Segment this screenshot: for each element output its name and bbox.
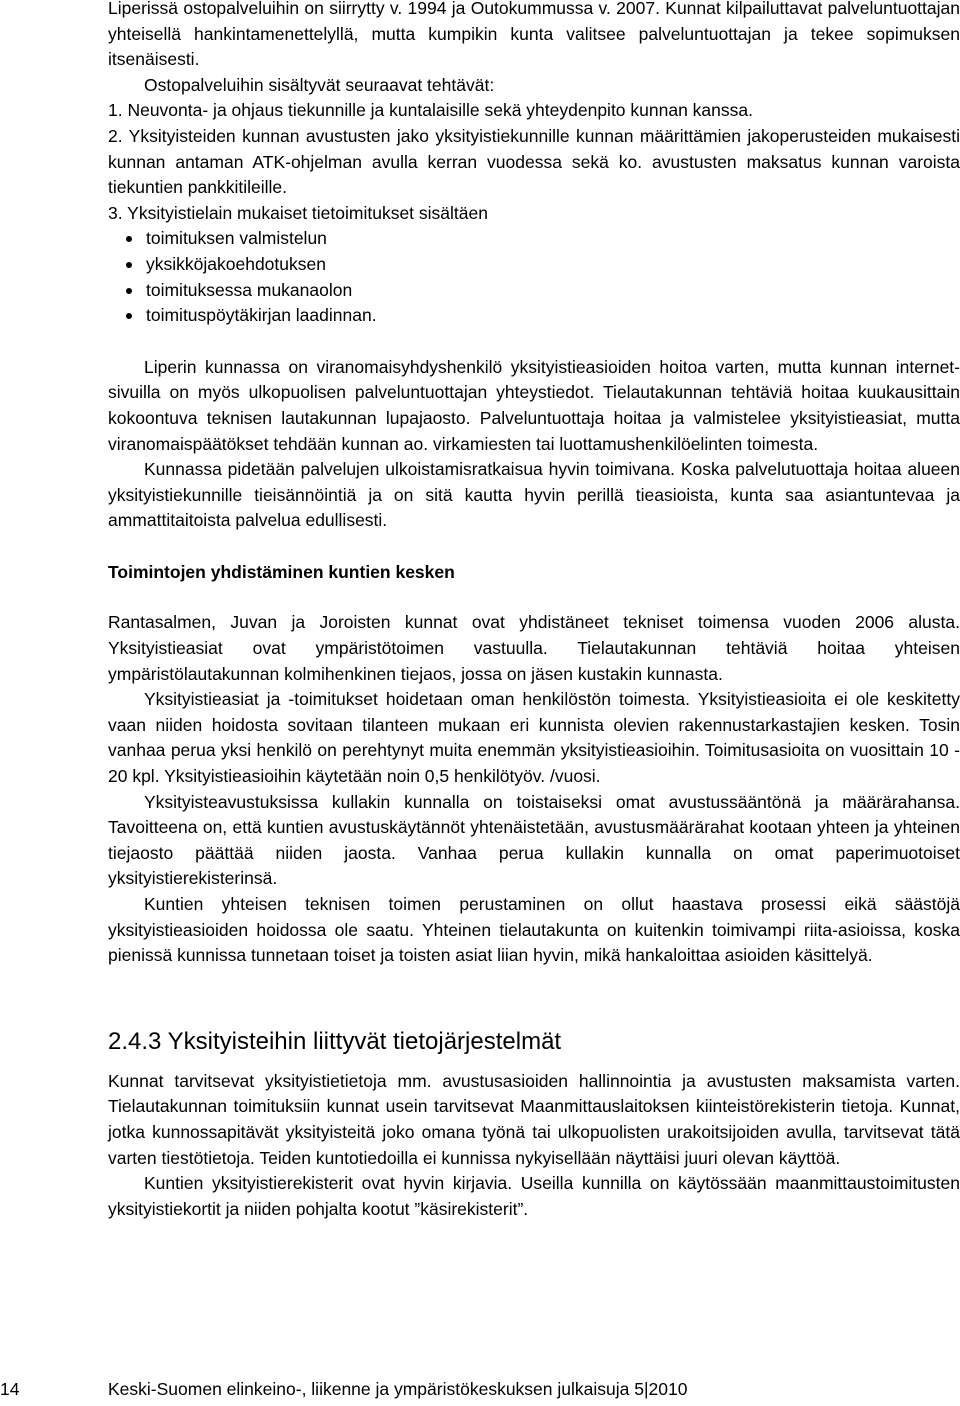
paragraph-info-needs: Kunnat tarvitsevat yksityistietietoja mm. avustusasioiden hallinnointia ja avustusten maksamista varten. Tielautakunnan toimituksiin kunnat usein tarvitsevat Maanmittauslaitoksen kiinteistörekisterin tietoja. Kunnat, jotka kunnossapitävät yksityisteitä joko omana työnä tai ulkopuolisten urakoitsijoiden avulla, tarvitsevat tätä varten tiestötietoja. Teiden kuntotiedoilla ei kunnissa nykyisellään näyttäisi juuri olevan käyttöä. bbox=[108, 1070, 960, 1168]
paragraph-liperi-contact: Liperin kunnassa on viranomaisyhdyshenkilö yksityistieasioiden hoitoa varten, mutta kunnan internet-sivuilla on myös ulkopuolisen palveluntuottajan yhteystiedot. Tielautakunnan tehtäviä hoitaa kuukausittain kokoontuva teknisen lautakunnan lupajaosto. Palveluntuottaja hoitaa ja valmistelee yksityistieasiat, mutta viranomaispäätökset tehdään kunnan ao. virkamiesten tai luottamushenkilöelinten toimesta. bbox=[108, 356, 960, 454]
bullet-icon bbox=[126, 262, 132, 268]
bullet-icon bbox=[126, 236, 132, 242]
paragraph-registers: Kuntien yksityistierekisterit ovat hyvin kirjavia. Useilla kunnilla on käytössään maanmittaustoimitusten yksityistiekortit ja niiden pohjalta kootut ”käsirekisterit”. bbox=[108, 1173, 960, 1219]
paragraph-subsidies: Yksityisteavustuksissa kullakin kunnalla on toistaiseksi omat avustussääntönä ja määrärahansa. Tavoitteena on, että kuntien avustuskäytännöt yhtenäistetään, avustusmäärärahat kootaan yhteen ja yhteinen tiejaosto päättää niiden jaosta. Vanhaa perua kullakin kunnalla on omat paperimuotoiset yksityistierekisterinsä. bbox=[108, 791, 960, 889]
list-item-2: 2. Yksityisteiden kunnan avustusten jako yksityistiekunnille kunnan määrittämien jakoperusteiden mukaisesti kunnan antaman ATK-ohjelman avulla kerran vuodessa sekä ko. avustusten maksatus kunnan varoista tiekuntien pankkitileille. bbox=[108, 125, 960, 198]
bullet-icon bbox=[126, 313, 132, 319]
publication-title: Keski-Suomen elinkeino-, liikenne ja ympäristökeskuksen julkaisuja 5|2010 bbox=[108, 1379, 688, 1399]
list-intro: Ostopalveluihin sisältyvät seuraavat tehtävät: bbox=[144, 74, 495, 95]
bullet-item: toimituksessa mukanaolon bbox=[108, 278, 960, 304]
section-heading-2-4-3: 2.4.3 Yksityisteihin liittyvät tietojärjestelmät bbox=[108, 1027, 562, 1055]
page-number: 14 bbox=[0, 1379, 20, 1399]
bullet-icon bbox=[126, 288, 132, 294]
paragraph-rantasalmi: Rantasalmen, Juvan ja Joroisten kunnat ovat yhdistäneet tekniset toimensa vuoden 2006 alusta. Yksityistieasiat ovat ympäristötoimen vastuulla. Tielautakunnan tehtäviä hoitaa yhteisen ympäristölautakunnan kolmihenkinen tiejaos, jossa on jäsen kustakin kunnasta. bbox=[108, 612, 960, 684]
paragraph-liperi-intro: Liperissä ostopalveluihin on siirrytty v. 1994 ja Outokummussa v. 2007. Kunnat kilpailuttavat palveluntuottajan yhteisellä hankintamenettelyllä, mutta kumpikin kunta valitsee palveluntuottajan ja tekee sopimuksen itsenäisesti. bbox=[108, 0, 960, 70]
bullet-item: toimituspöytäkirjan laadinnan. bbox=[108, 303, 960, 329]
list-item-3: 3. Yksityistielain mukaiset tietoimitukset sisältäen bbox=[108, 202, 488, 223]
page-footer bbox=[0, 1376, 960, 1404]
paragraph-outsourcing: Kunnassa pidetään palvelujen ulkoistamisratkaisua hyvin toimivana. Koska palvelutuottaja hoitaa alueen yksityistiekunnille tieisännöintiä ja on sitä kautta hyvin perillä tieasioista, kunta saa asiantuntevaa ja ammattitaitoista palvelua edullisesti. bbox=[108, 459, 960, 531]
page-body bbox=[108, 0, 960, 1222]
bullet-list bbox=[108, 226, 960, 328]
subheading-combining-functions: Toimintojen yhdistäminen kuntien kesken bbox=[108, 561, 455, 582]
paragraph-joint-technical: Kuntien yhteisen teknisen toimen perustaminen on ollut haastava prosessi eikä säästöjä yksityistieasioiden hoidossa ole saatu. Yhteinen tielautakunta on kuitenkin toimivampi riita-asioissa, koska pienissä kunnissa tunnetaan toiset ja toisten asiat liian hyvin, mikä hankaloittaa asioiden käsittelyä. bbox=[108, 894, 960, 966]
paragraph-own-staff: Yksityistieasiat ja -toimitukset hoidetaan oman henkilöstön toimesta. Yksityistieasioita ei ole keskitetty vaan niiden hoidosta sovitaan tilanteen mukaan eri kunnista olevien rakennustarkastajien kesken. Tosin vanhaa perua yksi henkilö on perehtynyt muita enemmän yksityistieasioihin. Toimitusasioita on vuosittain 10 - 20 kpl. Yksityistieasioihin käytetään noin 0,5 henkilötyöv. /vuosi. bbox=[108, 689, 960, 787]
bullet-item: yksikköjakoehdotuksen bbox=[108, 252, 960, 278]
bullet-item: toimituksen valmistelun bbox=[108, 226, 960, 252]
list-item-1: 1. Neuvonta- ja ohjaus tiekunnille ja kuntalaisille sekä yhteydenpito kunnan kanssa. bbox=[108, 100, 753, 121]
